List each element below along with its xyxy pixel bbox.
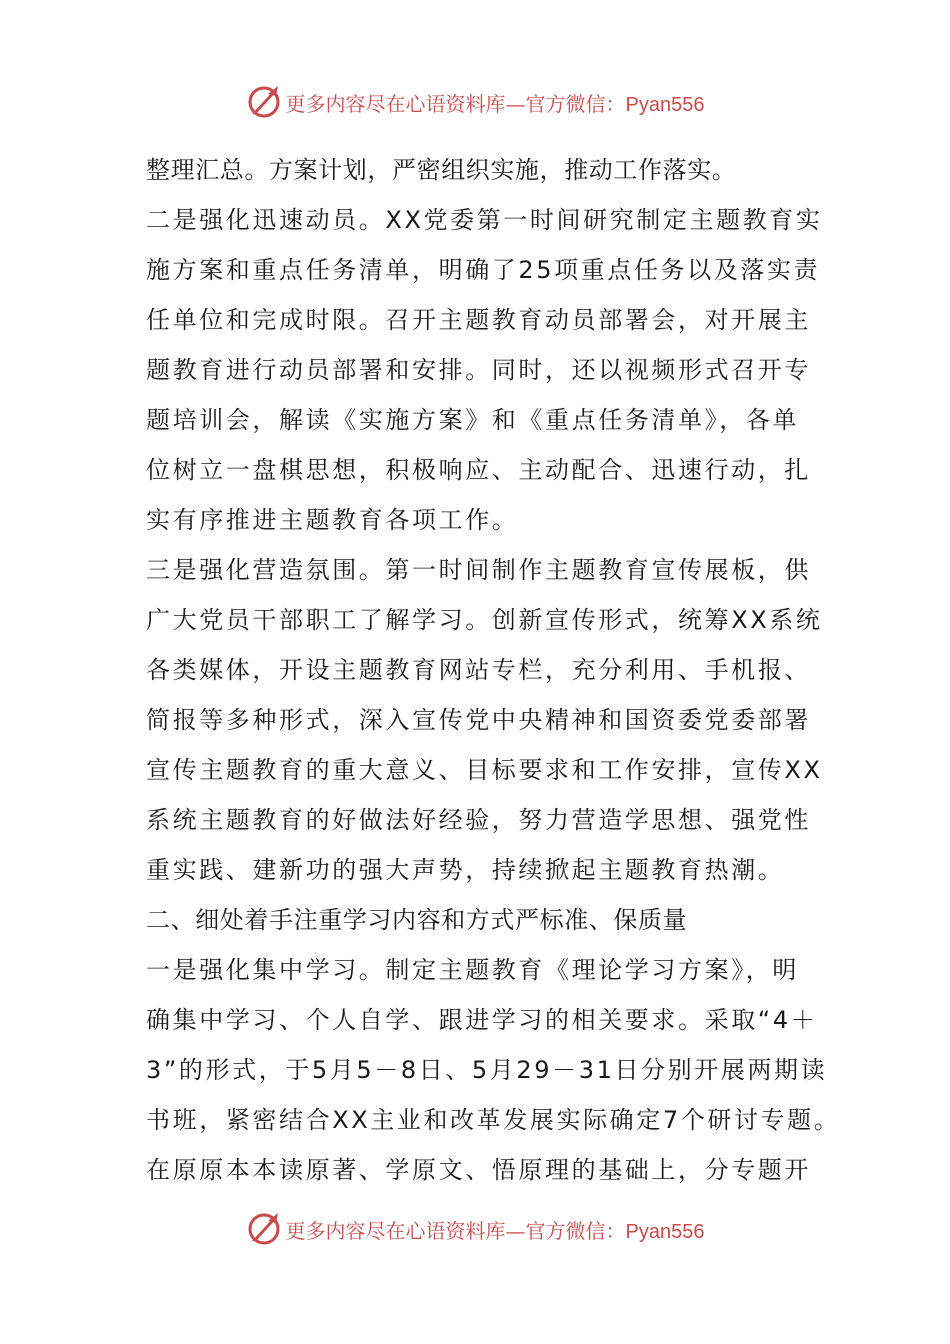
watermark-brand: 更多内容尽在心语资料库 (285, 1218, 506, 1243)
section-heading: 二、细处着手注重学习内容和方式严标准、保质量 (146, 906, 688, 934)
body-line: 各类媒体，开设主题教育网站专栏，充分利用、手机报、 (146, 656, 811, 684)
body-line: 实有序推进主题教育各项工作。 (146, 506, 519, 534)
body-line: 二是强化迅速动员。XX党委第一时间研究制定主题教育实 (146, 206, 823, 234)
quill-logo-icon (246, 1211, 282, 1247)
body-line: 书班，紧密结合XX主业和改革发展实际确定7个研讨专题。 (146, 1106, 841, 1134)
watermark-dash: — (505, 1218, 526, 1243)
watermark-account-label: 官方微信： (525, 1218, 626, 1243)
watermark-account-id: Pyan556 (625, 1220, 705, 1243)
watermark-account-label: 官方微信： (525, 91, 626, 116)
body-line: 题教育进行动员部署和安排。同时，还以视频形式召开专 (146, 356, 811, 384)
body-line: 简报等多种形式，深入宣传党中央精神和国资委党委部署 (146, 706, 811, 734)
body-line: 施方案和重点任务清单，明确了25项重点任务以及落实责 (146, 256, 821, 284)
body-line: 宣传主题教育的重大意义、目标要求和工作安排，宣传XX (146, 756, 823, 784)
watermark-brand: 更多内容尽在心语资料库 (285, 91, 506, 116)
body-line: 整理汇总。方案计划，严密组织实施，推动工作落实。 (146, 156, 737, 184)
body-line: 题培训会，解读《实施方案》和《重点任务清单》，各单 (146, 406, 799, 434)
body-line: 广大党员干部职工了解学习。创新宣传形式，统筹XX系统 (146, 606, 823, 634)
watermark-text (286, 88, 705, 117)
watermark-dash: — (505, 91, 526, 116)
body-line: 位树立一盘棋思想，积极响应、主动配合、迅速行动，扎 (146, 456, 811, 484)
body-line: 重实践、建新功的强大声势，持续掀起主题教育热潮。 (146, 856, 785, 884)
body-line: 一是强化集中学习。制定主题教育《理论学习方案》，明 (146, 956, 799, 984)
body-line: 系统主题教育的好做法好经验，努力营造学思想、强党性 (146, 806, 811, 834)
body-line: 任单位和完成时限。召开主题教育动员部署会，对开展主 (146, 306, 811, 334)
body-line: 在原原本本读原著、学原文、悟原理的基础上，分专题开 (146, 1156, 811, 1184)
watermark-text (286, 1215, 705, 1244)
body-line: 三是强化营造氛围。第一时间制作主题教育宣传展板，供 (146, 556, 811, 584)
footer-watermark (0, 1207, 950, 1251)
watermark-account-id: Pyan556 (625, 93, 705, 116)
body-line: 确集中学习、个人自学、跟进学习的相关要求。采取“4＋ (146, 1006, 818, 1034)
body-line: 3”的形式，于5月5－8日、5月29－31日分别开展两期读 (146, 1056, 828, 1084)
quill-logo-icon (246, 84, 282, 120)
document-body (146, 145, 841, 1195)
header-watermark (0, 80, 950, 124)
